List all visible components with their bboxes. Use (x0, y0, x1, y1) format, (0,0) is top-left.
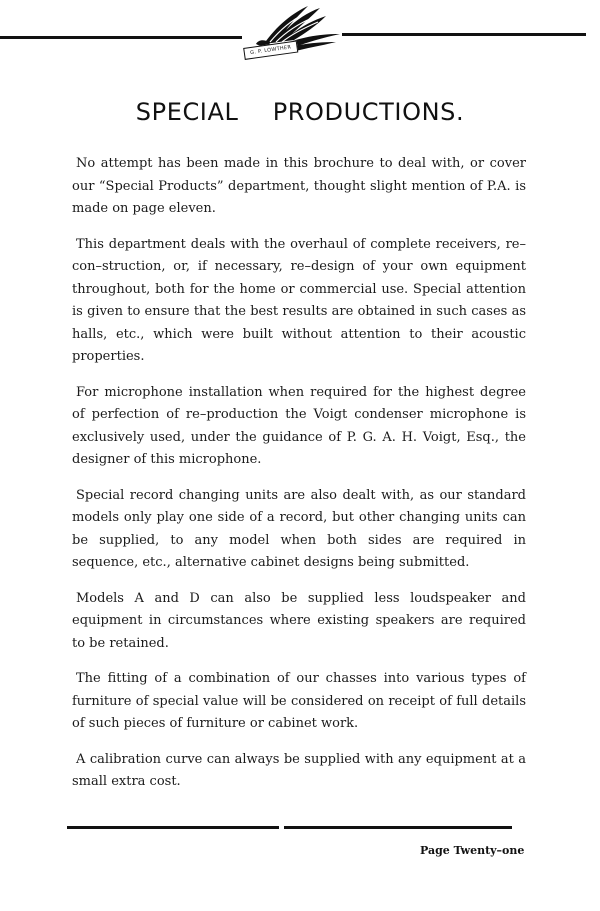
paragraph-models: Models A and D can also be supplied less loudspeaker and equipment in circumstances where existing speakers are required to be retained. (72, 590, 526, 651)
page-title: SPECIAL PRODUCTIONS. (135, 98, 465, 126)
header-rule-left (0, 36, 242, 39)
logo-nameplate: G. P. LOWTHER (243, 41, 298, 60)
paragraph-furniture: The fitting of a combination of our chasses into various types of furniture of special value will be considered on receipt of full details of such pieces of furniture or cabinet work. (72, 671, 526, 731)
paragraph-calibration: A calibration curve can always be supplied with any equipment at a small extra cost. (72, 751, 526, 789)
paragraph-microphone: For microphone installation when required for the highest degree of perfection of re–production the Voigt condenser microphone is exclusively used, under the guidance of P. G. A. H. Voigt, Esq., the designer of this microphone. (72, 384, 526, 467)
paragraph-record-changing: Special record changing units are also dealt with, as our standard models only play one side of a record, but other changing units can be supplied, to any model when both sides are required in sequence, etc., alternative cabinet designs being submitted. (72, 487, 526, 570)
footer-rule-right (284, 826, 512, 829)
paragraph-intro: No attempt has been made in this brochure to deal with, or cover our “Special Products” department, thought slight mention of P.A. is made on page eleven. (72, 156, 526, 216)
header-rule-right (342, 33, 586, 36)
paragraph-department: This department deals with the overhaul of complete receivers, re–con–struction, or, if necessary, re–design of your own equipment throughout, both for the home or commercial use. Special attention is given to ensure that the best results are obtained in such cases as halls, etc., which were built without attention to their acoustic properties. (72, 236, 526, 364)
page-number: Page Twenty–one (420, 844, 525, 857)
footer-rule-left (67, 826, 279, 829)
body-text (72, 153, 526, 807)
